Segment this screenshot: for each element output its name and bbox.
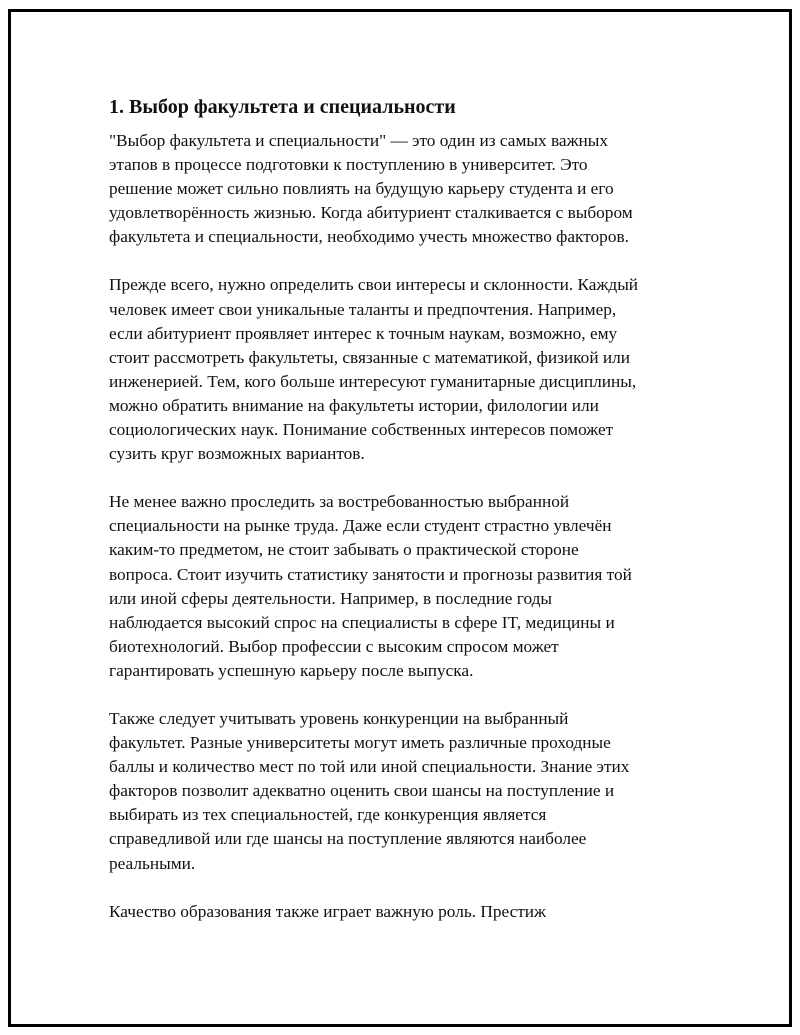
paragraph-line: удовлетворённость жизнью. Когда абитуриент сталкивается с выбором — [109, 203, 633, 223]
paragraph-line: каким-то предметом, не стоит забывать о практической стороне — [109, 540, 579, 560]
document-body — [109, 92, 709, 948]
paragraph-line: или иной сферы деятельности. Например, в последние годы — [109, 588, 553, 608]
paragraph-line: "Выбор факультета и специальности" — это один из самых важных — [109, 131, 609, 150]
paragraph-line: факультет. Разные университеты могут иметь различные проходные — [109, 733, 611, 753]
paragraph-line: наблюдается высокий спрос на специалисты в сфере IT, медицины и — [109, 612, 615, 632]
paragraph-line: человек имеет свои уникальные таланты и предпочтения. Например, — [109, 299, 617, 319]
paragraph-line: социологических наук. Понимание собственных интересов поможет — [109, 420, 614, 440]
paragraph-line: выбирать из тех специальностей, где конкуренция является — [109, 805, 547, 825]
paragraph-line: реальными. — [109, 853, 196, 873]
paragraph-line: специальности на рынке труда. Даже если студент страстно увлечён — [109, 516, 612, 536]
paragraph-line: этапов в процессе подготовки к поступлению в университет. Это — [109, 155, 588, 175]
paragraph-line: можно обратить внимание на факультеты истории, филологии или — [109, 395, 599, 415]
paragraph-list — [109, 129, 709, 924]
section-heading: 1. Выбор факультета и специальности — [109, 96, 456, 118]
paragraph-line: Прежде всего, нужно определить свои интересы и склонности. Каждый — [109, 275, 639, 295]
paragraph-line: решение может сильно повлиять на будущую карьеру студента и его — [109, 179, 614, 199]
paragraph-line: вопроса. Стоит изучить статистику занятости и прогнозы развития той — [109, 564, 632, 584]
paragraph-line: факультета и специальности, необходимо учесть множество факторов. — [109, 227, 629, 247]
paragraph-line: Также следует учитывать уровень конкуренции на выбранный — [109, 708, 569, 728]
paragraph-line: биотехнологий. Выбор профессии с высоким спросом может — [109, 636, 559, 656]
paragraph — [109, 707, 709, 876]
paragraph-line: если абитуриент проявляет интерес к точным наукам, возможно, ему — [109, 323, 618, 343]
paragraph — [109, 490, 709, 683]
paragraph — [109, 129, 709, 249]
paragraph-line: Качество образования также играет важную роль. Престиж — [109, 901, 546, 921]
paragraph-line: инженерией. Тем, кого больше интересуют гуманитарные дисциплины, — [109, 371, 637, 391]
paragraph-line: Не менее важно проследить за востребованностью выбранной — [109, 492, 570, 512]
paragraph-line: факторов позволит адекватно оценить свои шансы на поступление и — [109, 781, 615, 801]
paragraph-line: справедливой или где шансы на поступление являются наиболее — [109, 829, 587, 849]
paragraph — [109, 273, 709, 466]
paragraph-line: стоит рассмотреть факультеты, связанные с математикой, физикой или — [109, 347, 631, 367]
paragraph — [109, 900, 709, 924]
paragraph-line: сузить круг возможных вариантов. — [109, 444, 365, 464]
paragraph-line: баллы и количество мест по той или иной специальности. Знание этих — [109, 757, 630, 777]
paragraph-line: гарантировать успешную карьеру после выпуска. — [109, 660, 474, 680]
